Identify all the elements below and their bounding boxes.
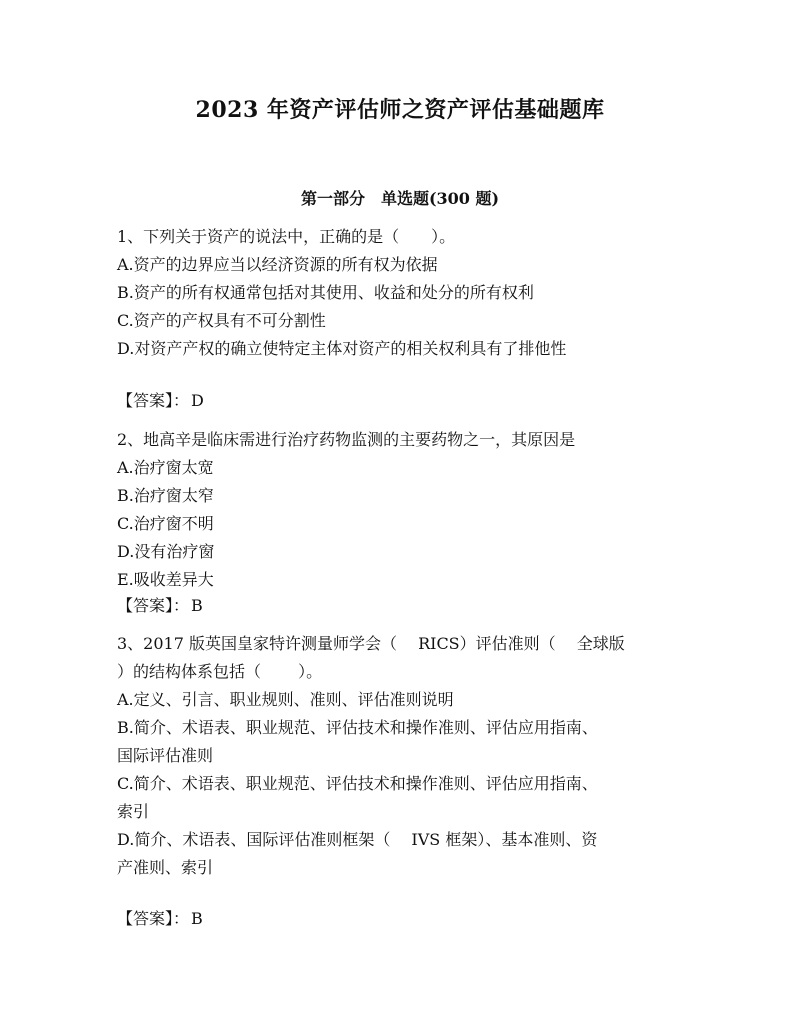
question-1-answer <box>117 390 204 412</box>
question-3-option-b-line-2: 国际评估准则 <box>117 746 214 765</box>
question-3-option-a: A.定义、引言、职业规则、准则、评估准则说明 <box>117 690 454 709</box>
question-3-option-d-line-1: D.简介、术语表、国际评估准则框架（ IVS 框架）、基本准则、资 <box>117 830 598 849</box>
document-title: 2023 年资产评估师之资产评估基础题库 <box>195 97 605 123</box>
question-2-option-a: A.治疗窗太宽 <box>117 458 214 477</box>
question-3-stem-line-2: ）的结构体系包括（ ）。 <box>117 662 323 681</box>
question-2-option-c: C.治疗窗不明 <box>117 514 214 533</box>
question-3-stem-line-1: 3、2017 版英国皇家特许测量师学会（ RICS）评估准则（ 全球版 <box>117 634 625 653</box>
question-2-option-b: B.治疗窗太窄 <box>117 486 214 505</box>
question-2-option-d: D.没有治疗窗 <box>117 542 215 561</box>
question-2-option-e: E.吸收差异大 <box>117 570 214 589</box>
question-2-stem: 2、地高辛是临床需进行治疗药物监测的主要药物之一，其原因是 <box>117 430 576 449</box>
answer-value: B <box>191 909 203 928</box>
question-1-stem: 1、下列关于资产的说法中，正确的是（ ）。 <box>117 227 456 246</box>
answer-label: 【答案】： <box>117 596 190 615</box>
question-3-answer <box>117 908 203 930</box>
question-1-option-a: A.资产的边界应当以经济资源的所有权为依据 <box>117 255 438 274</box>
question-1-option-d: D.对资产产权的确立使特定主体对资产的相关权利具有了排他性 <box>117 339 567 358</box>
section-heading: 第一部分 单选题(300 题) <box>300 189 500 208</box>
question-2-answer <box>117 595 203 617</box>
answer-label: 【答案】： <box>117 909 190 928</box>
answer-label: 【答案】： <box>117 391 190 410</box>
answer-value: D <box>191 391 204 410</box>
question-3-option-b-line-1: B.简介、术语表、职业规范、评估技术和操作准则、评估应用指南、 <box>117 718 598 737</box>
answer-value: B <box>191 596 203 615</box>
question-3-option-c-line-2: 索引 <box>117 802 150 821</box>
question-3-option-c-line-1: C.简介、术语表、职业规范、评估技术和操作准则、评估应用指南、 <box>117 774 598 793</box>
question-1-option-c: C.资产的产权具有不可分割性 <box>117 311 326 330</box>
question-1-option-b: B.资产的所有权通常包括对其使用、收益和处分的所有权利 <box>117 283 534 302</box>
question-3-option-d-line-2: 产准则、索引 <box>117 858 214 877</box>
